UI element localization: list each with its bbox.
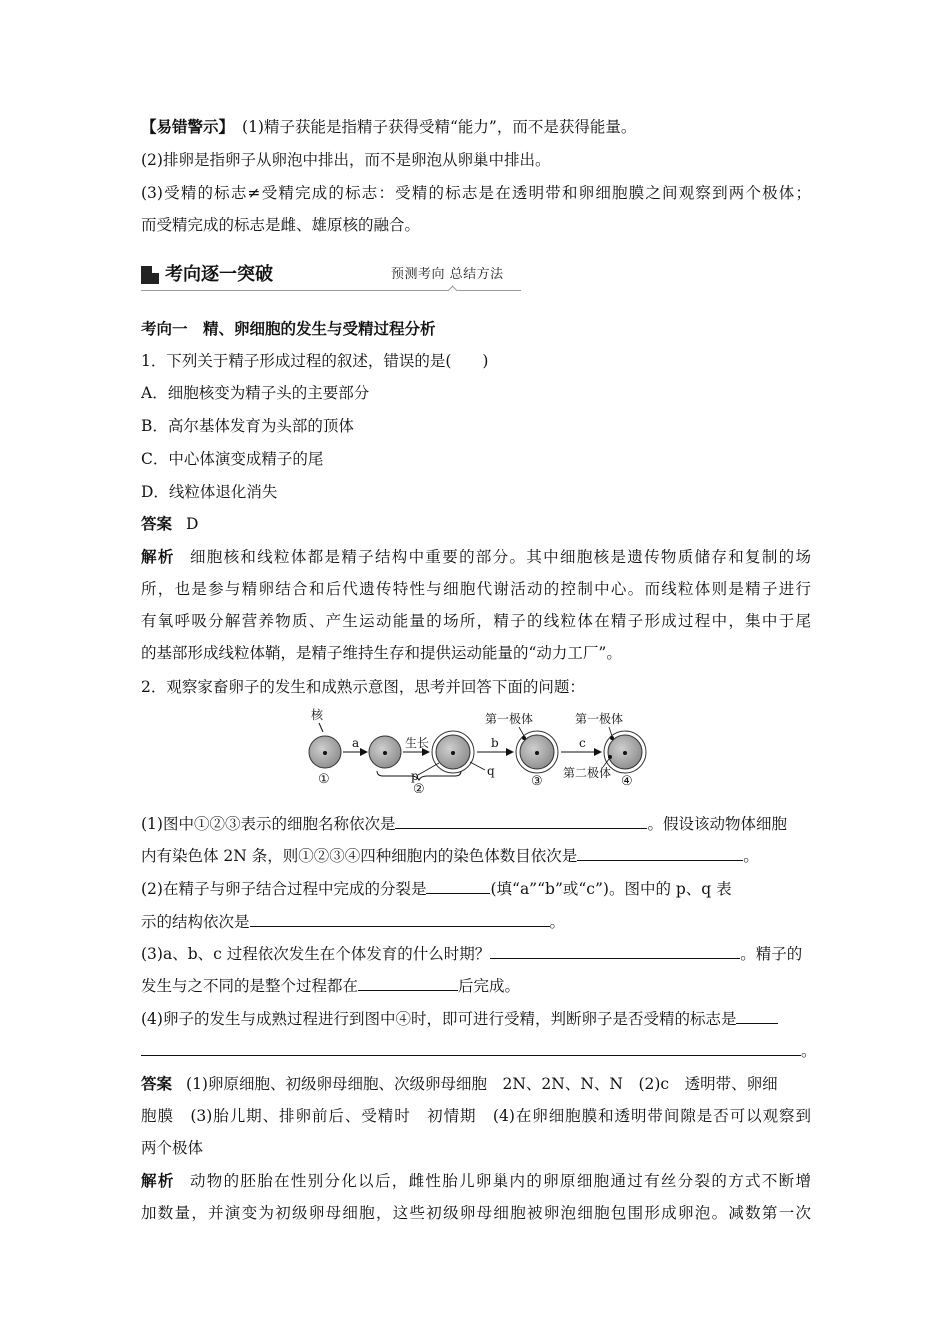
label-2: ② [413, 782, 425, 793]
warning-line-2: (2)排卵是指卵子从卵泡中排出，而不是卵泡从卵巢中排出。 [141, 151, 551, 169]
q2-s3-line-1 [141, 943, 811, 965]
q2-s4-blank-1[interactable] [736, 1009, 778, 1024]
q2-analysis-line-1 [141, 1170, 811, 1192]
label-nucleus: 核 [311, 708, 324, 722]
q2-answer-line-1 [141, 1073, 811, 1095]
cell-3-nucleus [535, 751, 539, 755]
nucleus-pointer [319, 723, 323, 732]
q1-answer-value: D [186, 515, 199, 533]
q2-analysis-label: 解析 [141, 1171, 175, 1190]
q2-answer-text-1: (1)卵原细胞、初级卵母细胞、次级卵母细胞 2N、2N、N、N (2)c 透明带、卵细 [186, 1075, 778, 1093]
q2-s2-blank-2[interactable] [250, 912, 550, 927]
q2-s3-blank-2[interactable] [358, 976, 458, 991]
q2-s2-line-1 [141, 878, 811, 900]
section-divider [141, 290, 521, 291]
q2-s4-text-a: (4)卵子的发生与成熟过程进行到图中④时，即可进行受精，判断卵子是否受精的标志是 [141, 1010, 737, 1028]
p-pointer [418, 763, 439, 775]
section-square-icon [141, 266, 159, 284]
label-pb2: 第二极体 [563, 766, 612, 780]
cell-2-large-nucleus [451, 751, 455, 755]
label-p: p [411, 769, 419, 783]
cell-1-nucleus [323, 751, 327, 755]
q2-analysis-text-1: 动物的胚胎在性别分化以后，雌性胎儿卵巢内的卵原细胞通过有丝分裂的方式不断增 [188, 1172, 811, 1190]
section-title: 考向逐一突破 [165, 264, 273, 285]
q2-s2-text-d: 。 [549, 913, 566, 931]
q1-answer-label: 答案 [141, 514, 173, 533]
topic-heading: 考向一 精、卵细胞的发生与受精过程分析 [141, 319, 436, 338]
q1-analysis-line-4: 的基部形成线粒体鞘，是精子维持生存和提供运动能量的“动力工厂”。 [141, 644, 622, 662]
label-3: ③ [531, 774, 543, 789]
q2-s3-blank-1[interactable] [490, 944, 740, 959]
warning-text-1: (1)精子获能是指精子获得受精“能力”，而不是获得能量。 [242, 118, 637, 136]
warning-line-1 [141, 116, 811, 138]
q2-s2-text-a: (2)在精子与卵子结合过程中完成的分裂是 [141, 880, 427, 898]
pb1-pointer [519, 727, 524, 736]
q2-s2-line-2 [141, 911, 811, 933]
q2-answer-label: 答案 [141, 1074, 173, 1093]
q1-answer [141, 513, 811, 535]
q2-s3-text-c: 发生与之不同的是整个过程都在 [141, 977, 359, 995]
q2-s4-text-b: 。 [801, 1042, 817, 1060]
warning-line-4: 而受精完成的标志是雌、雄原核的融合。 [141, 216, 421, 234]
q1-analysis-label: 解析 [141, 547, 175, 566]
q2-s2-blank-1[interactable] [426, 879, 490, 894]
q2-s4-line-1 [141, 1008, 811, 1030]
q1-analysis-line-1 [141, 546, 811, 568]
section-notch [448, 286, 458, 296]
q2-answer-line-2: 胞膜 (3)胎儿期、排卵前后、受精时 初情期 (4)在卵细胞膜和透明带间隙是否可以观察到 [141, 1107, 811, 1125]
label-c: c [579, 736, 586, 750]
q1-analysis-text-1: 细胞核和线粒体都是精子结构中重要的部分。其中细胞核是遗传物质储存和复制的场 [188, 548, 811, 566]
label-pb1b: 第一极体 [575, 712, 624, 726]
q2-s1-blank-2[interactable] [577, 846, 743, 861]
q2-s1-blank-1[interactable] [395, 814, 647, 829]
q1-analysis-line-3: 有氧呼吸分解营养物质、产生运动能量的场所，精子的线粒体在精子形成过程中，集中于尾 [141, 612, 811, 630]
section-header [141, 262, 521, 292]
label-q: q [487, 764, 495, 778]
q2-s2-text-c: 示的结构依次是 [141, 913, 250, 931]
cell-4-nucleus [623, 751, 627, 755]
label-1: ① [318, 772, 330, 787]
q2-s4-line-2 [141, 1040, 817, 1062]
q2-s3-text-d: 后完成。 [458, 977, 521, 995]
label-a: a [352, 736, 360, 750]
cell-2-small-nucleus [383, 751, 387, 755]
label-4: ④ [621, 774, 633, 789]
warning-label: 【易错警示】 [141, 117, 235, 136]
q1-analysis-line-2: 所，也是参与精卵结合和后代遗传特性与细胞代谢活动的控制中心。而线粒体则是精子进行 [141, 580, 811, 598]
q1-option-a: A．细胞核变为精子头的主要部分 [141, 384, 370, 402]
section-subtitle: 预测考向 总结方法 [391, 267, 504, 282]
q2-s4-blank-2[interactable] [141, 1041, 801, 1056]
q2-s3-text-b: 。精子的 [740, 945, 803, 963]
q2-analysis-line-2: 加数量，并演变为初级卵母细胞，这些初级卵母细胞被卵泡细胞包围形成卵泡。减数第一次 [141, 1204, 811, 1222]
q1-option-c: C．中心体演变成精子的尾 [141, 450, 324, 468]
q2-s1-text-b: 。假设该动物体细胞 [647, 815, 787, 833]
q2-s1-line-2 [141, 845, 811, 867]
q2-s1-text-c: 内有染色体 2N 条，则①②③④四种细胞内的染色体数目依次是 [141, 847, 578, 865]
q2-s1-text-d: 。 [743, 847, 759, 865]
label-pb1: 第一极体 [485, 712, 534, 726]
cell-4-polar-body-2 [608, 755, 612, 759]
cell-4-polar-body-1 [610, 736, 614, 740]
q2-s3-text-a: (3)a、b、c 过程依次发生在个体发育的什么时期？ [141, 945, 491, 963]
q2-stem: 2．观察家畜卵子的发生和成熟示意图，思考并回答下面的问题： [141, 678, 585, 696]
q2-answer-line-3: 两个极体 [141, 1139, 204, 1157]
warning-line-3: (3)受精的标志≠受精完成的标志：受精的标志是在透明带和卵细胞膜之间观察到两个极体； [141, 184, 811, 202]
oogenesis-diagram [305, 705, 655, 793]
label-b: b [491, 736, 499, 750]
q1-option-b: B．高尔基体发育为头部的顶体 [141, 417, 354, 435]
q2-s3-line-2 [141, 975, 811, 997]
q-pointer [470, 762, 485, 770]
pb1b-pointer [609, 727, 612, 736]
label-grow: 生长 [405, 736, 430, 750]
q2-s1-line-1 [141, 813, 811, 835]
cell-3-polar-body [522, 736, 526, 740]
q1-stem: 1．下列关于精子形成过程的叙述，错误的是( ) [141, 352, 489, 370]
q1-option-d: D．线粒体退化消失 [141, 483, 278, 501]
q2-s1-text-a: (1)图中①②③表示的细胞名称依次是 [141, 815, 396, 833]
q2-s2-text-b: (填“a”“b”或“c”)。图中的 p、q 表 [490, 880, 732, 898]
